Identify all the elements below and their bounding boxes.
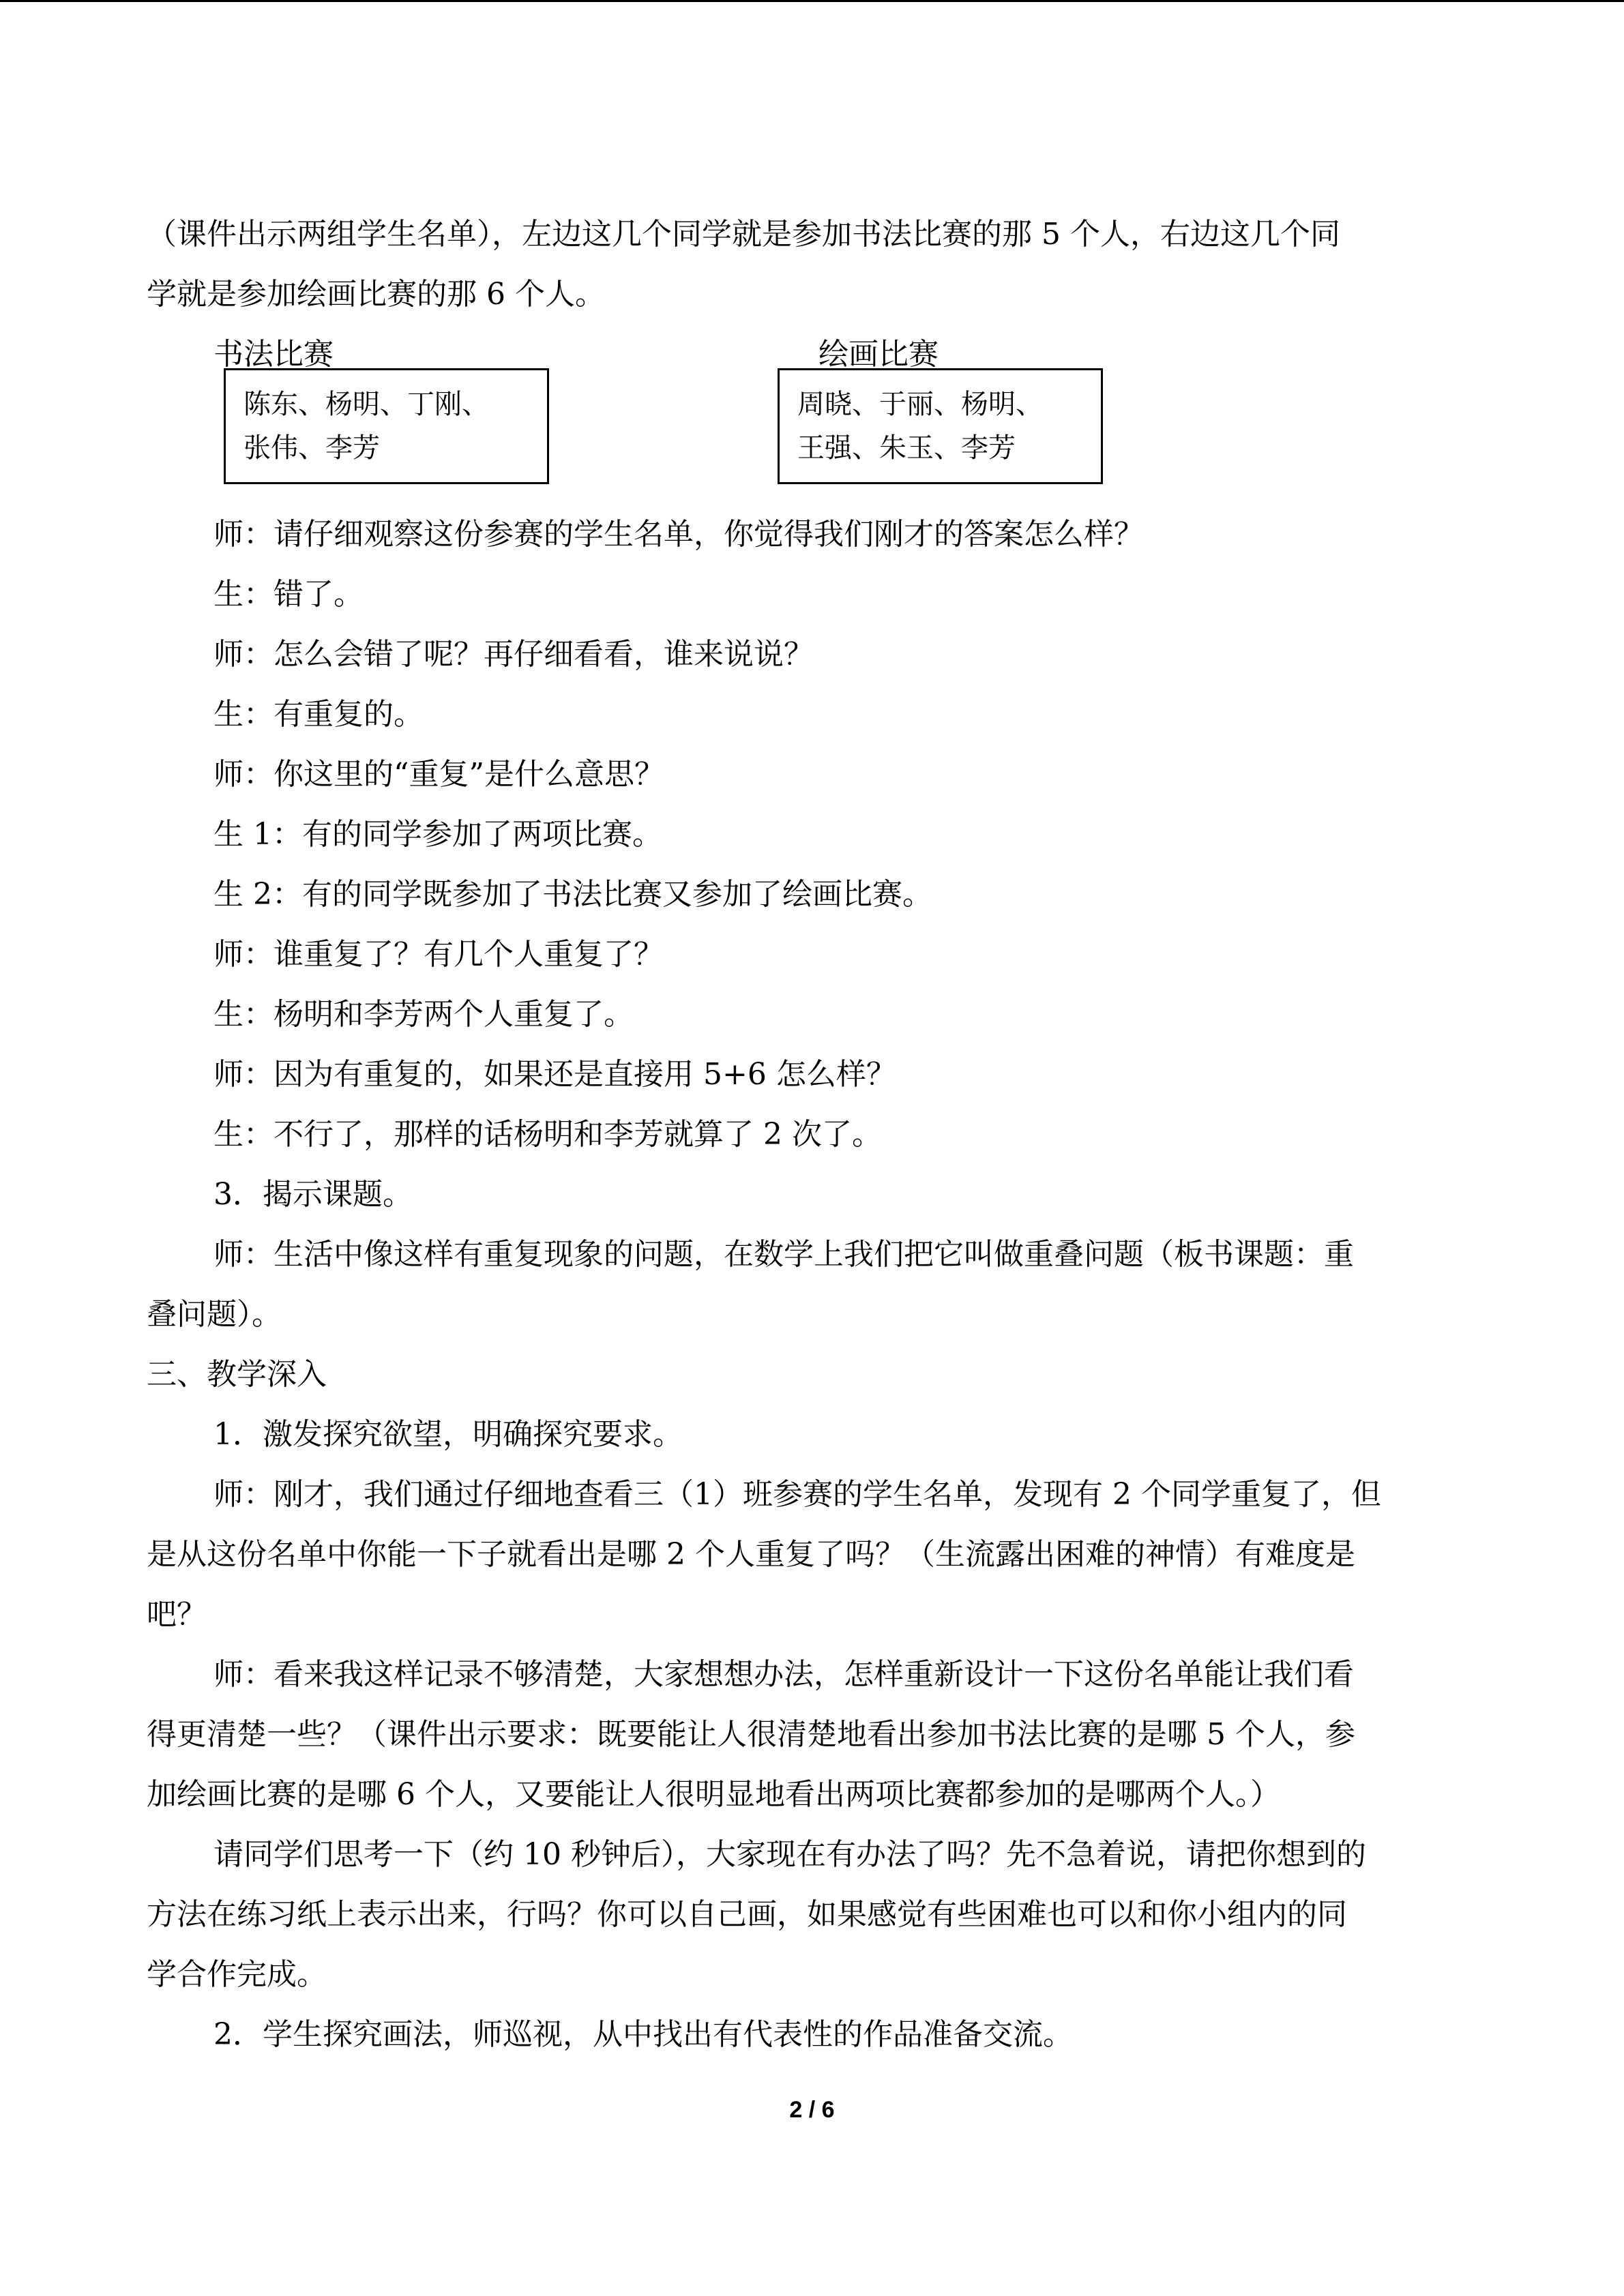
dialogue-line: 生：有重复的。: [213, 697, 424, 732]
painting-name-box: [778, 368, 1103, 484]
step-heading: 1．激发探究欲望，明确探究要求。: [213, 1417, 683, 1452]
step-heading: 3．揭示课题。: [213, 1177, 413, 1212]
paragraph-line: 叠问题）。: [147, 1297, 282, 1332]
calligraphy-label: 书法比赛: [213, 337, 334, 372]
dialogue-line: 师：你这里的“重复”是什么意思？: [213, 757, 664, 792]
dialogue-line: 生：杨明和李芳两个人重复了。: [213, 997, 634, 1032]
section-heading: 三、教学深入: [147, 1357, 327, 1392]
dialogue-line: 师：因为有重复的，如果还是直接用 5+6 怎么样？: [213, 1057, 896, 1092]
paragraph-line: 方法在练习纸上表示出来，行吗？你可以自己画，如果感觉有些困难也可以和你小组内的同: [147, 1897, 1347, 1932]
dialogue-line: 生 2：有的同学既参加了书法比赛又参加了绘画比赛。: [213, 877, 932, 912]
paragraph-line: （课件出示两组学生名单），左边这几个同学就是参加书法比赛的那 5 个人，右边这几个同: [147, 217, 1340, 252]
paragraph-line: 学合作完成。: [147, 1957, 327, 1992]
paragraph-line: 师：刚才，我们通过仔细地查看三（1）班参赛的学生名单，发现有 2 个同学重复了，但: [213, 1477, 1381, 1512]
page-top-border: [0, 0, 1624, 2]
step-heading: 2．学生探究画法，师巡视，从中找出有代表性的作品准备交流。: [213, 2017, 1073, 2052]
paragraph-line: 学就是参加绘画比赛的那 6 个人。: [147, 277, 605, 312]
paragraph-line: 师：生活中像这样有重复现象的问题，在数学上我们把它叫做重叠问题（板书课题：重: [213, 1237, 1354, 1272]
paragraph-line: 吧？: [147, 1597, 207, 1632]
paragraph-line: 是从这份名单中你能一下子就看出是哪 2 个人重复了吗？（生流露出困难的神情）有难度是: [147, 1537, 1355, 1572]
painting-names-line2: 王强、朱玉、李芳: [797, 432, 1016, 464]
dialogue-line: 师：请仔细观察这份参赛的学生名单，你觉得我们刚才的答案怎么样？: [213, 517, 1144, 552]
paragraph-line: 师：看来我这样记录不够清楚，大家想想办法，怎样重新设计一下这份名单能让我们看: [213, 1657, 1354, 1692]
dialogue-line: 生：错了。: [213, 577, 364, 612]
dialogue-line: 师：谁重复了？有几个人重复了？: [213, 937, 664, 972]
calligraphy-names-line1: 陈东、杨明、丁刚、: [243, 389, 489, 420]
painting-label: 绘画比赛: [818, 337, 939, 372]
dialogue-line: 师：怎么会错了呢？再仔细看看，谁来说说？: [213, 637, 814, 672]
page-number: 2 / 6: [789, 2097, 835, 2123]
calligraphy-name-box: [224, 368, 549, 484]
calligraphy-names-line2: 张伟、李芳: [243, 432, 380, 464]
dialogue-line: 生：不行了，那样的话杨明和李芳就算了 2 次了。: [213, 1117, 882, 1152]
paragraph-line: 加绘画比赛的是哪 6 个人，又要能让人很明显地看出两项比赛都参加的是哪两个人。）: [147, 1777, 1280, 1812]
paragraph-line: 得更清楚一些？（课件出示要求：既要能让人很清楚地看出参加书法比赛的是哪 5 个人，参: [147, 1717, 1355, 1752]
dialogue-line: 生 1：有的同学参加了两项比赛。: [213, 817, 662, 852]
painting-names-line1: 周晓、于丽、杨明、: [797, 389, 1043, 420]
paragraph-line: 请同学们思考一下（约 10 秒钟后），大家现在有办法了吗？先不急着说，请把你想到的: [213, 1837, 1366, 1872]
